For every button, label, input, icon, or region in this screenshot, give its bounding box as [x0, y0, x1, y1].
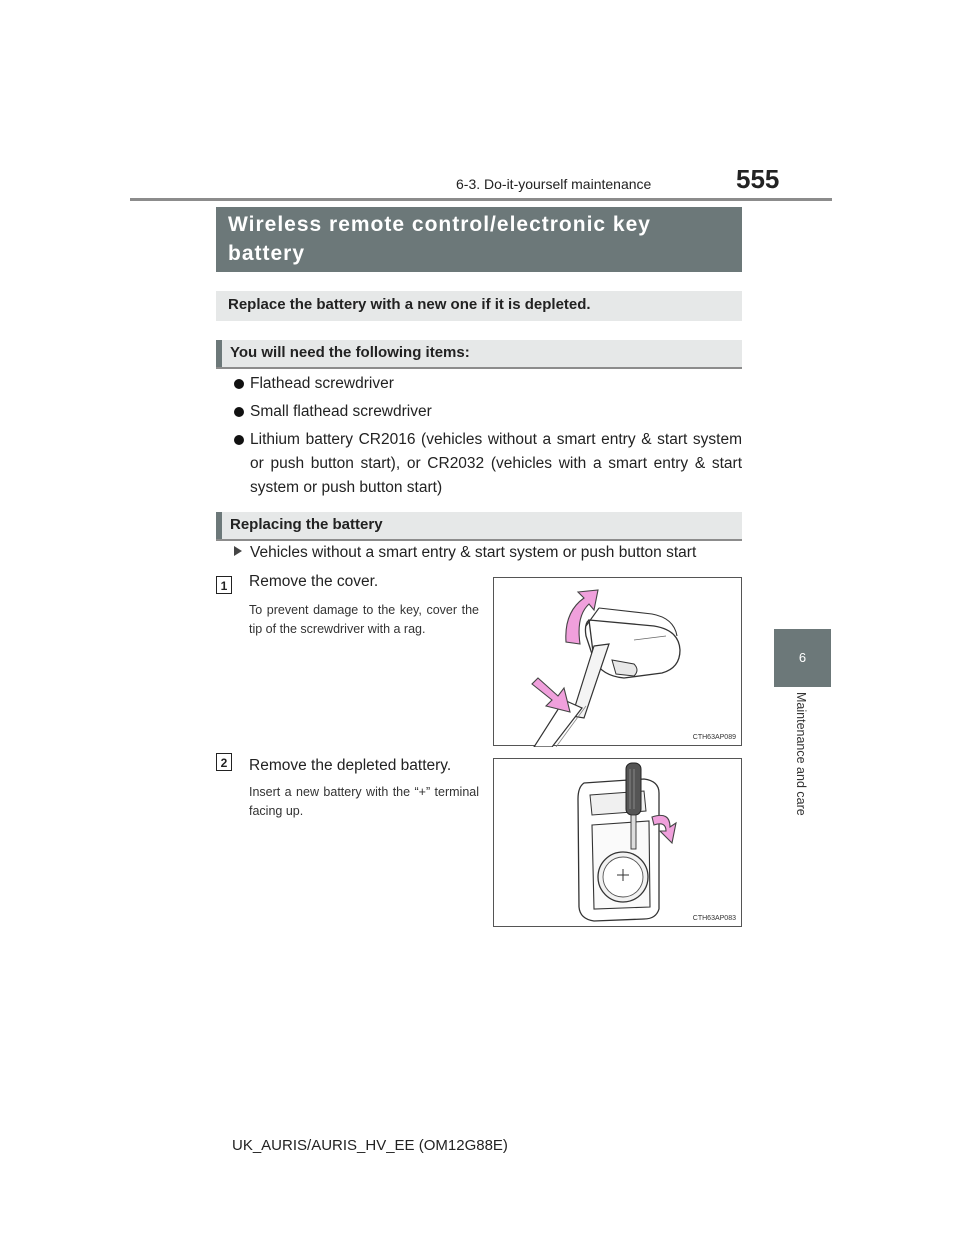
vehicle-variant-line — [234, 544, 696, 562]
bullet-icon — [234, 435, 244, 445]
figure-code: CTH63AP083 — [692, 915, 736, 922]
key-cover-illustration — [494, 578, 743, 747]
figure-remove-battery — [493, 758, 742, 927]
page-number: 555 — [736, 164, 780, 194]
list-item — [232, 428, 742, 500]
items-needed-list — [232, 372, 742, 504]
list-item-text: Small flathead screwdriver — [250, 403, 432, 420]
triangle-marker-icon — [234, 546, 242, 556]
list-item-text: Lithium battery CR2016 (vehicles without a smart entry & start system or push button start), or CR2032 (vehicles with a smart entry & start system or push button start) — [250, 431, 742, 496]
intro-statement: Replace the battery with a new one if it is depleted. — [216, 291, 742, 321]
header-rule — [130, 198, 832, 201]
step-2-title: Remove the depleted battery. — [249, 757, 452, 774]
step-number-2: 2 — [216, 753, 232, 771]
replacing-battery-heading: Replacing the battery — [216, 512, 742, 539]
figure-remove-cover — [493, 577, 742, 746]
chapter-tab: 6 — [774, 629, 831, 687]
step-1-note: To prevent damage to the key, cover the tip of the screwdriver with a rag. — [249, 603, 479, 636]
footer-model-code: UK_AURIS/AURIS_HV_EE (OM12G88E) — [232, 1137, 508, 1154]
vehicle-variant-text: Vehicles without a smart entry & start system or push button start — [250, 544, 697, 561]
page-title-line-2: battery — [228, 242, 306, 265]
list-item-text: Flathead screwdriver — [250, 375, 394, 392]
bullet-icon — [234, 379, 244, 389]
page-title — [216, 207, 742, 272]
step-number-1: 1 — [216, 576, 232, 594]
list-item — [232, 372, 742, 396]
step-2-note: Insert a new battery with the “+” terminal facing up. — [249, 785, 479, 818]
running-header-section: 6-3. Do-it-yourself maintenance — [456, 176, 652, 192]
battery-removal-illustration — [494, 759, 743, 928]
figure-code: CTH63AP089 — [692, 734, 736, 741]
bullet-icon — [234, 407, 244, 417]
step-1-title: Remove the cover. — [249, 573, 379, 590]
page-title-line-1: Wireless remote control/electronic key — [228, 213, 651, 236]
list-item — [232, 400, 742, 424]
chapter-label: Maintenance and care — [794, 692, 808, 816]
items-needed-heading: You will need the following items: — [216, 340, 742, 367]
